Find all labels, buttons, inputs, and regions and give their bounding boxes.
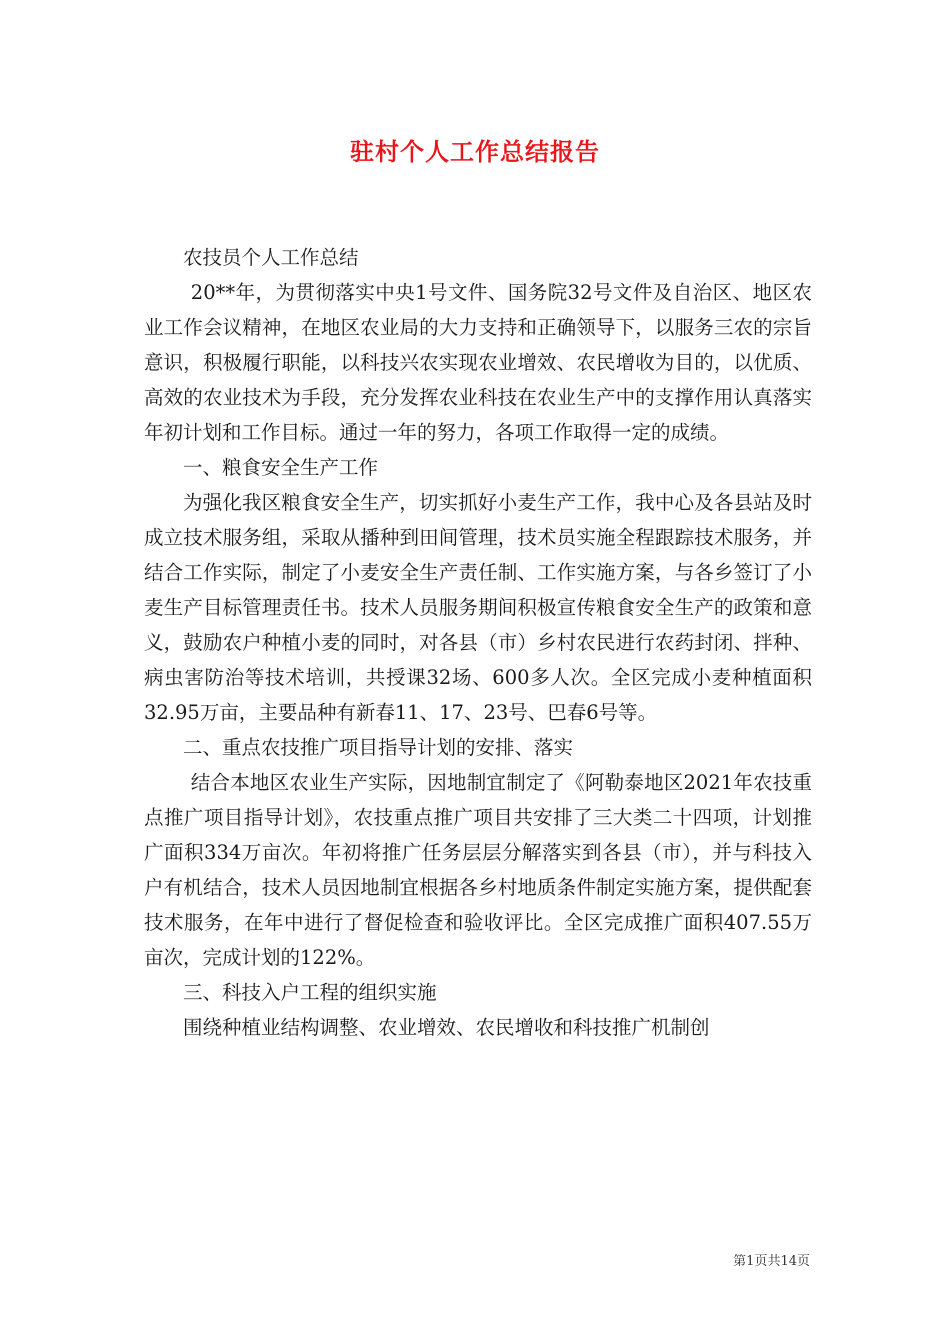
- section-1-heading: 一、粮食安全生产工作: [183, 456, 379, 479]
- section-3-heading: 三、科技入户工程的组织实施: [183, 981, 437, 1004]
- document-title: 驻村个人工作总结报告: [350, 137, 600, 166]
- page-number-footer: 第1页共14页: [733, 1254, 810, 1269]
- document-subtitle: 农技员个人工作总结: [183, 246, 359, 269]
- section-2-paragraph: 结合本地区农业生产实际，因地制宜制定了《阿勒泰地区2021年农技重点推广项目指导计划》，农技重点推广项目共安排了三大类二十四项，计划推广面积334万亩次。年初将推广任务层层分解落实到各县（市），并与科技入户有机结合，技术人员因地制宜根据各乡村地质条件制定实施方案，提供配套技术服务，在年中进行了督促检查和验收评比。全区完成推广面积407.55万亩次，完成计划的122%。: [144, 771, 812, 969]
- intro-paragraph: 20**年，为贯彻落实中央1号文件、国务院32号文件及自治区、地区农业工作会议精神，在地区农业局的大力支持和正确领导下，以服务三农的宗旨意识，积极履行职能，以科技兴农实现农业增效、农民增收为目的，以优质、高效的农业技术为手段，充分发挥农业科技在农业生产中的支撑作用认真落实年初计划和工作目标。通过一年的努力，各项工作取得一定的成绩。: [144, 281, 812, 444]
- section-2-heading: 二、重点农技推广项目指导计划的安排、落实: [183, 736, 574, 759]
- document-body: [144, 240, 812, 1045]
- section-1-paragraph: 为强化我区粮食安全生产，切实抓好小麦生产工作，我中心及各县站及时成立技术服务组，采取从播种到田间管理，技术员实施全程跟踪技术服务，并结合工作实际，制定了小麦安全生产责任制、工作实施方案，与各乡签订了小麦生产目标管理责任书。技术人员服务期间积极宣传粮食安全生产的政策和意义，鼓励农户种植小麦的同时，对各县（市）乡村农民进行农药封闭、拌种、病虫害防治等技术培训，共授课32场、600多人次。全区完成小麦种植面积32.95万亩，主要品种有新春11、17、23号、巴春6号等。: [144, 491, 812, 724]
- section-3-paragraph: 围绕种植业结构调整、农业增效、农民增收和科技推广机制创: [183, 1016, 710, 1039]
